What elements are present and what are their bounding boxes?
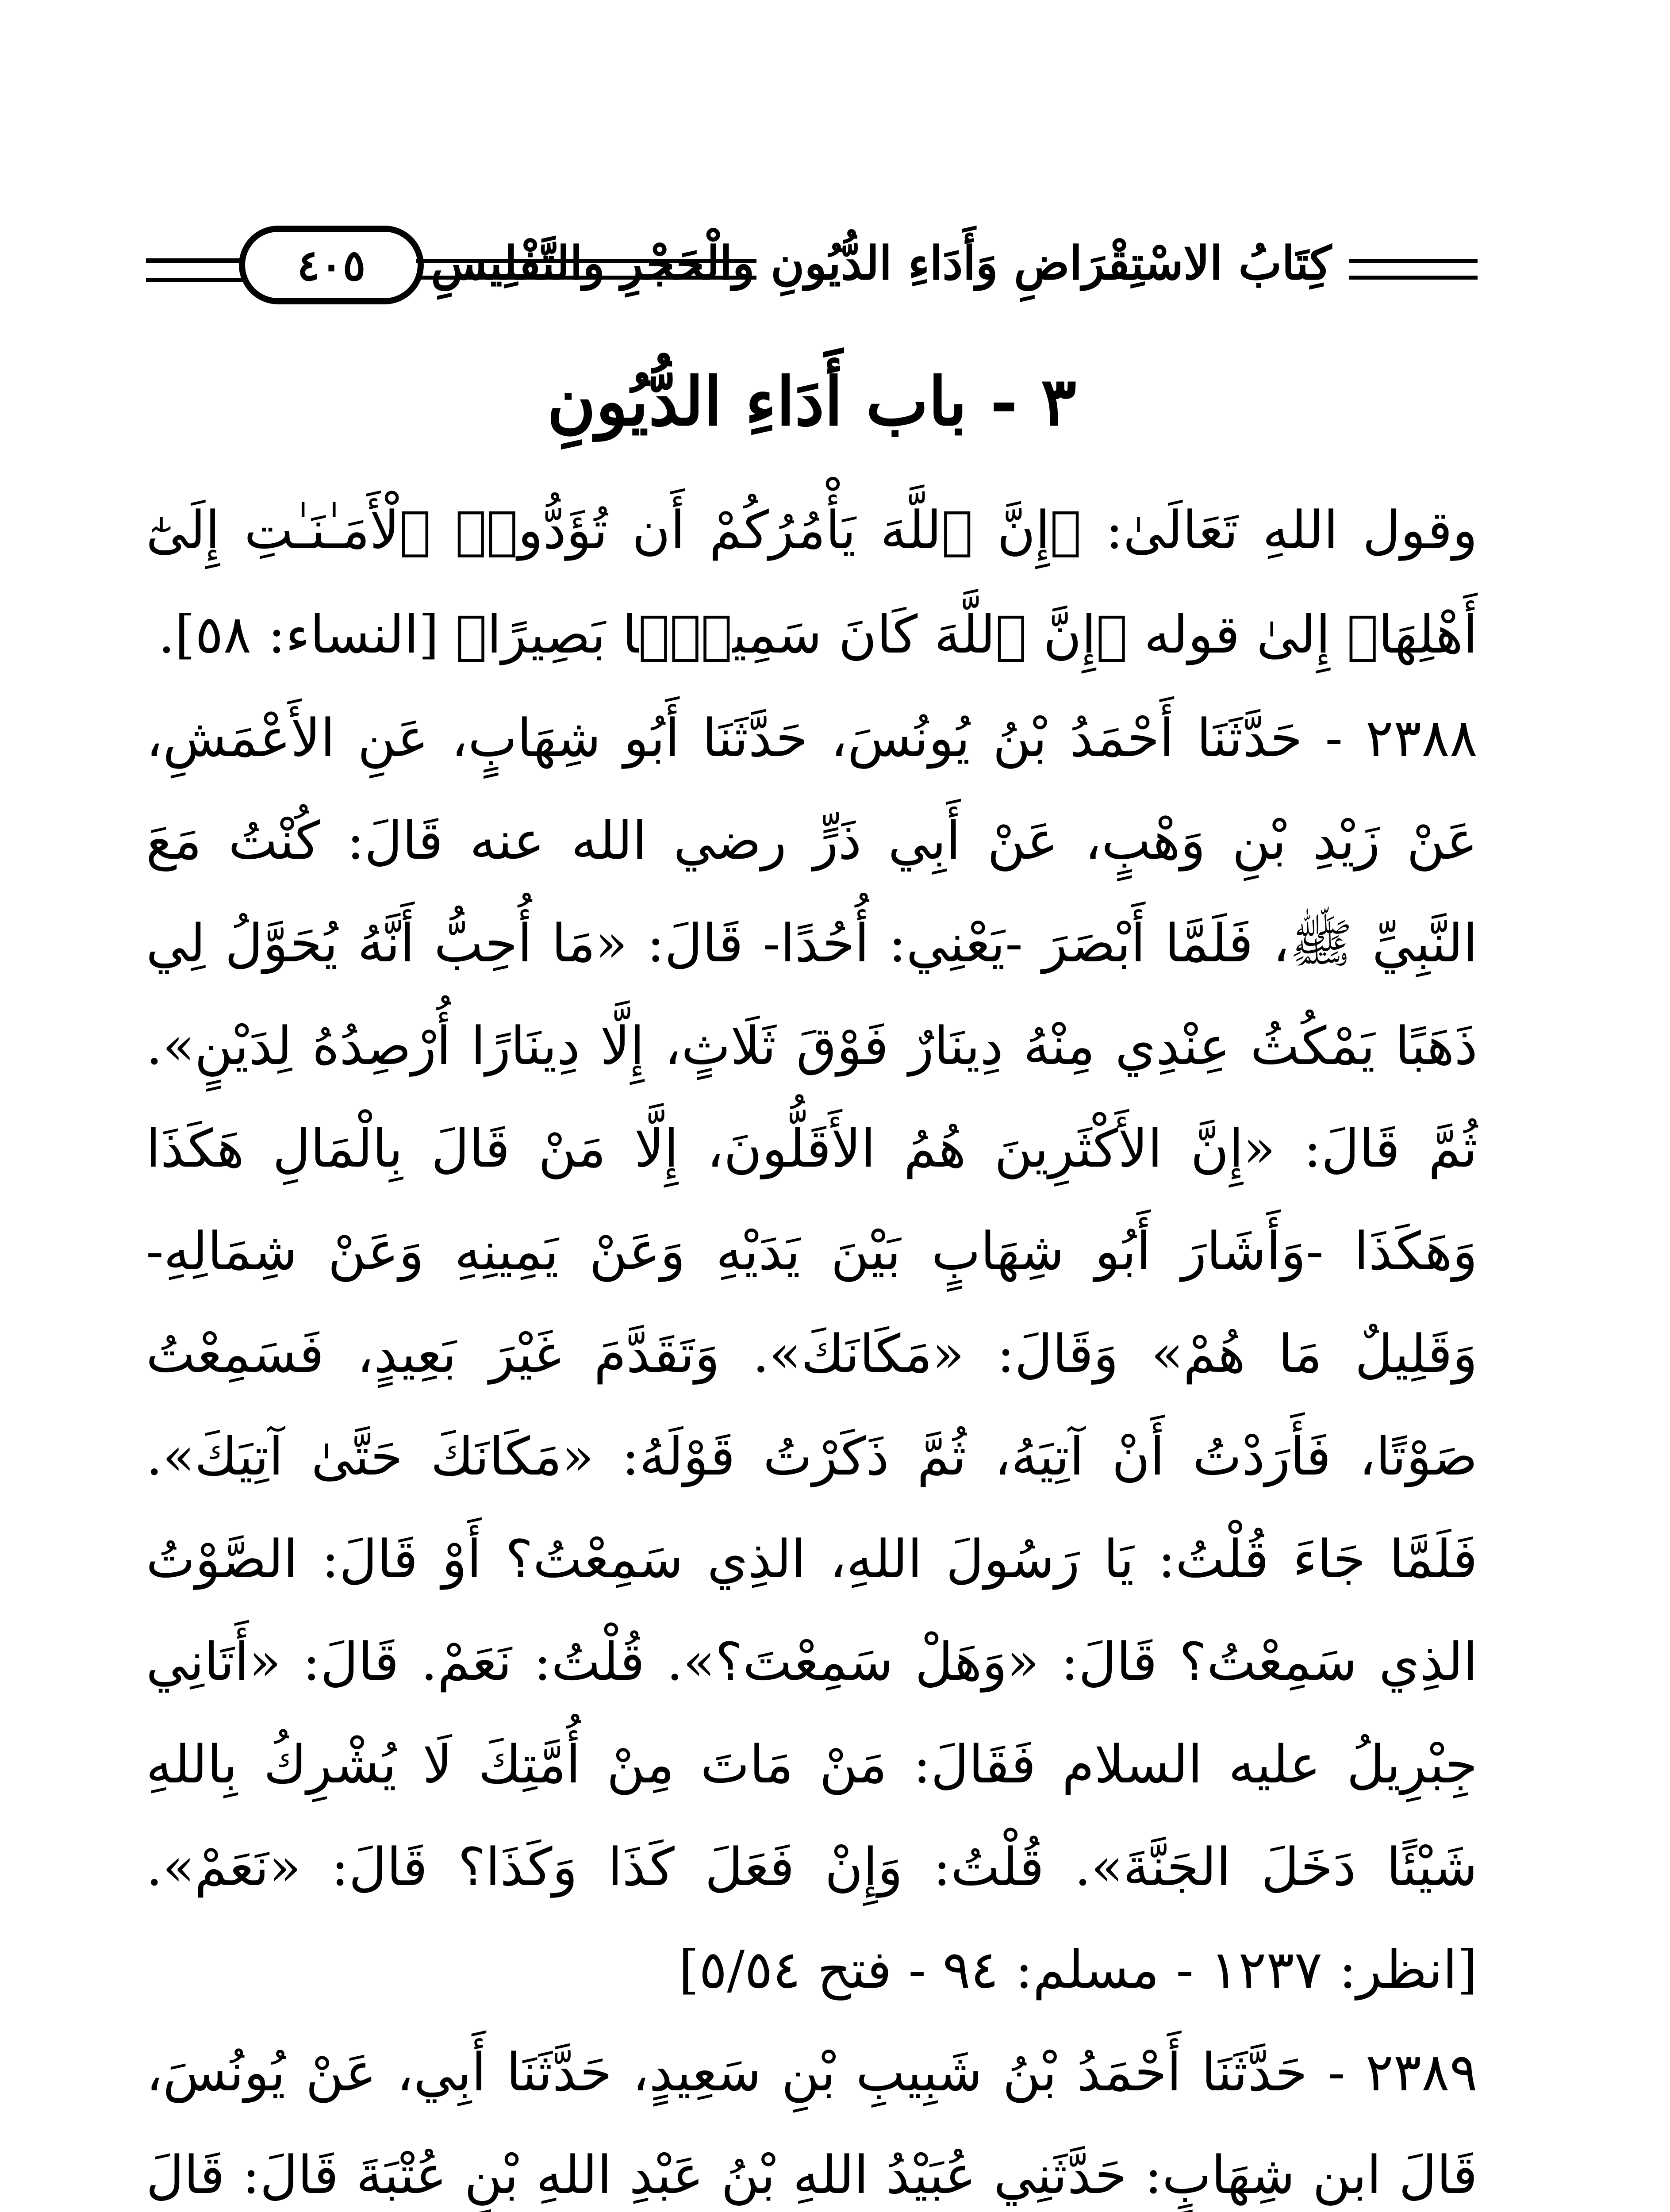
page-number: ٤٠٥	[297, 240, 366, 290]
page-body	[146, 478, 1478, 2212]
hadith-2389: ٢٣٨٩ - حَدَّثَنَا أَحْمَدُ بْنُ شَبِيبِ بْنِ سَعِيدٍ، حَدَّثَنَا أَبِي، عَنْ يُونُسَ، قَالَ ابن شِهَابٍ: حَدَّثَنِي عُبَيْدُ اللهِ بْنُ عَبْدِ اللهِ بْنِ عُتْبَةَ قَالَ: قَالَ	[146, 2042, 1478, 2205]
hadith-2388: ٢٣٨٨ - حَدَّثَنَا أَحْمَدُ بْنُ يُونُسَ، حَدَّثَنَا أَبُو شِهَابٍ، عَنِ الأَعْمَشِ، عَنْ زَيْدِ بْنِ وَهْبٍ، عَنْ أَبِي ذَرٍّ رضي الله عنه قَالَ: كُنْتُ مَعَ النَّبِيِّ ﷺ، فَلَمَّا أَبْصَرَ -يَعْنِي: أُحُدًا- قَالَ: «مَا أُحِبُّ أَنَّهُ يُحَوَّلُ لِي ذَهَبًا يَمْكُثُ عِنْدِي مِنْهُ دِينَارٌ فَوْقَ ثَلَاثٍ، إِلَّا دِينَارًا أُرْصِدُهُ لِدَيْنٍ». ثُمَّ قَالَ: «إِنَّ الأَكْثَرِينَ هُمُ الأَقَلُّونَ، إِلَّا مَنْ قَالَ بِالْمَالِ هَكَذَا وَهَكَذَا -وَأَشَارَ أَبُو شِهَابٍ بَيْنَ يَدَيْهِ وَعَنْ يَمِينِهِ وَعَنْ شِمَالِهِ- وَقَلِيلٌ مَا هُمْ» وَقَالَ: «مَكَانَكَ». وَتَقَدَّمَ غَيْرَ بَعِيدٍ، فَسَمِعْتُ صَوْتًا، فَأَرَدْتُ أَنْ آتِيَهُ، ثُمَّ ذَكَرْتُ قَوْلَهُ: «مَكَانَكَ حَتَّىٰ آتِيَكَ». فَلَمَّا جَاءَ قُلْتُ: يَا رَسُولَ اللهِ، الذِي سَمِعْتُ؟ أَوْ قَالَ: الصَّوْتُ الذِي سَمِعْتُ؟ قَالَ: «وَهَلْ سَمِعْتَ؟». قُلْتُ: نَعَمْ. قَالَ: «أَتَانِي جِبْرِيلُ عليه السلام فَقَالَ: مَنْ مَاتَ مِنْ أُمَّتِكَ لَا يُشْرِكُ بِاللهِ شَيْئًا دَخَلَ الجَنَّةَ». قُلْتُ: وَإِنْ فَعَلَ كَذَا وَكَذَا؟ قَالَ: «نَعَمْ». [انظر: ١٢٣٧ - مسلم: ٩٤ - فتح ٥/٥٤]	[146, 707, 1478, 2000]
chapter-title: ٣ - باب أَدَاءِ الدُّيُونِ	[547, 363, 1077, 441]
chapter-intro: وقول اللهِ تَعَالَىٰ: ﴿إِنَّ ٱللَّهَ يَأْمُرُكُمْ أَن تُؤَدُّوا۟ ٱلْأَمَـٰنَـٰتِ إِلَىٰٓ أَهْلِهَا﴾ إِلىٰ قوله ﴿إِنَّ ٱللَّهَ كَانَ سَمِيعًۢا بَصِيرًا﴾ [النساء: ٥٨].	[146, 499, 1478, 665]
running-header	[146, 221, 1478, 310]
book-title: كِتَابُ الاسْتِقْرَاضِ وَأَدَاءِ الدُّيُونِ والْحَجْرِ والتَّفْلِيسِ	[431, 236, 1332, 290]
page-number-badge	[239, 226, 424, 304]
header-rule-right	[1349, 259, 1478, 280]
